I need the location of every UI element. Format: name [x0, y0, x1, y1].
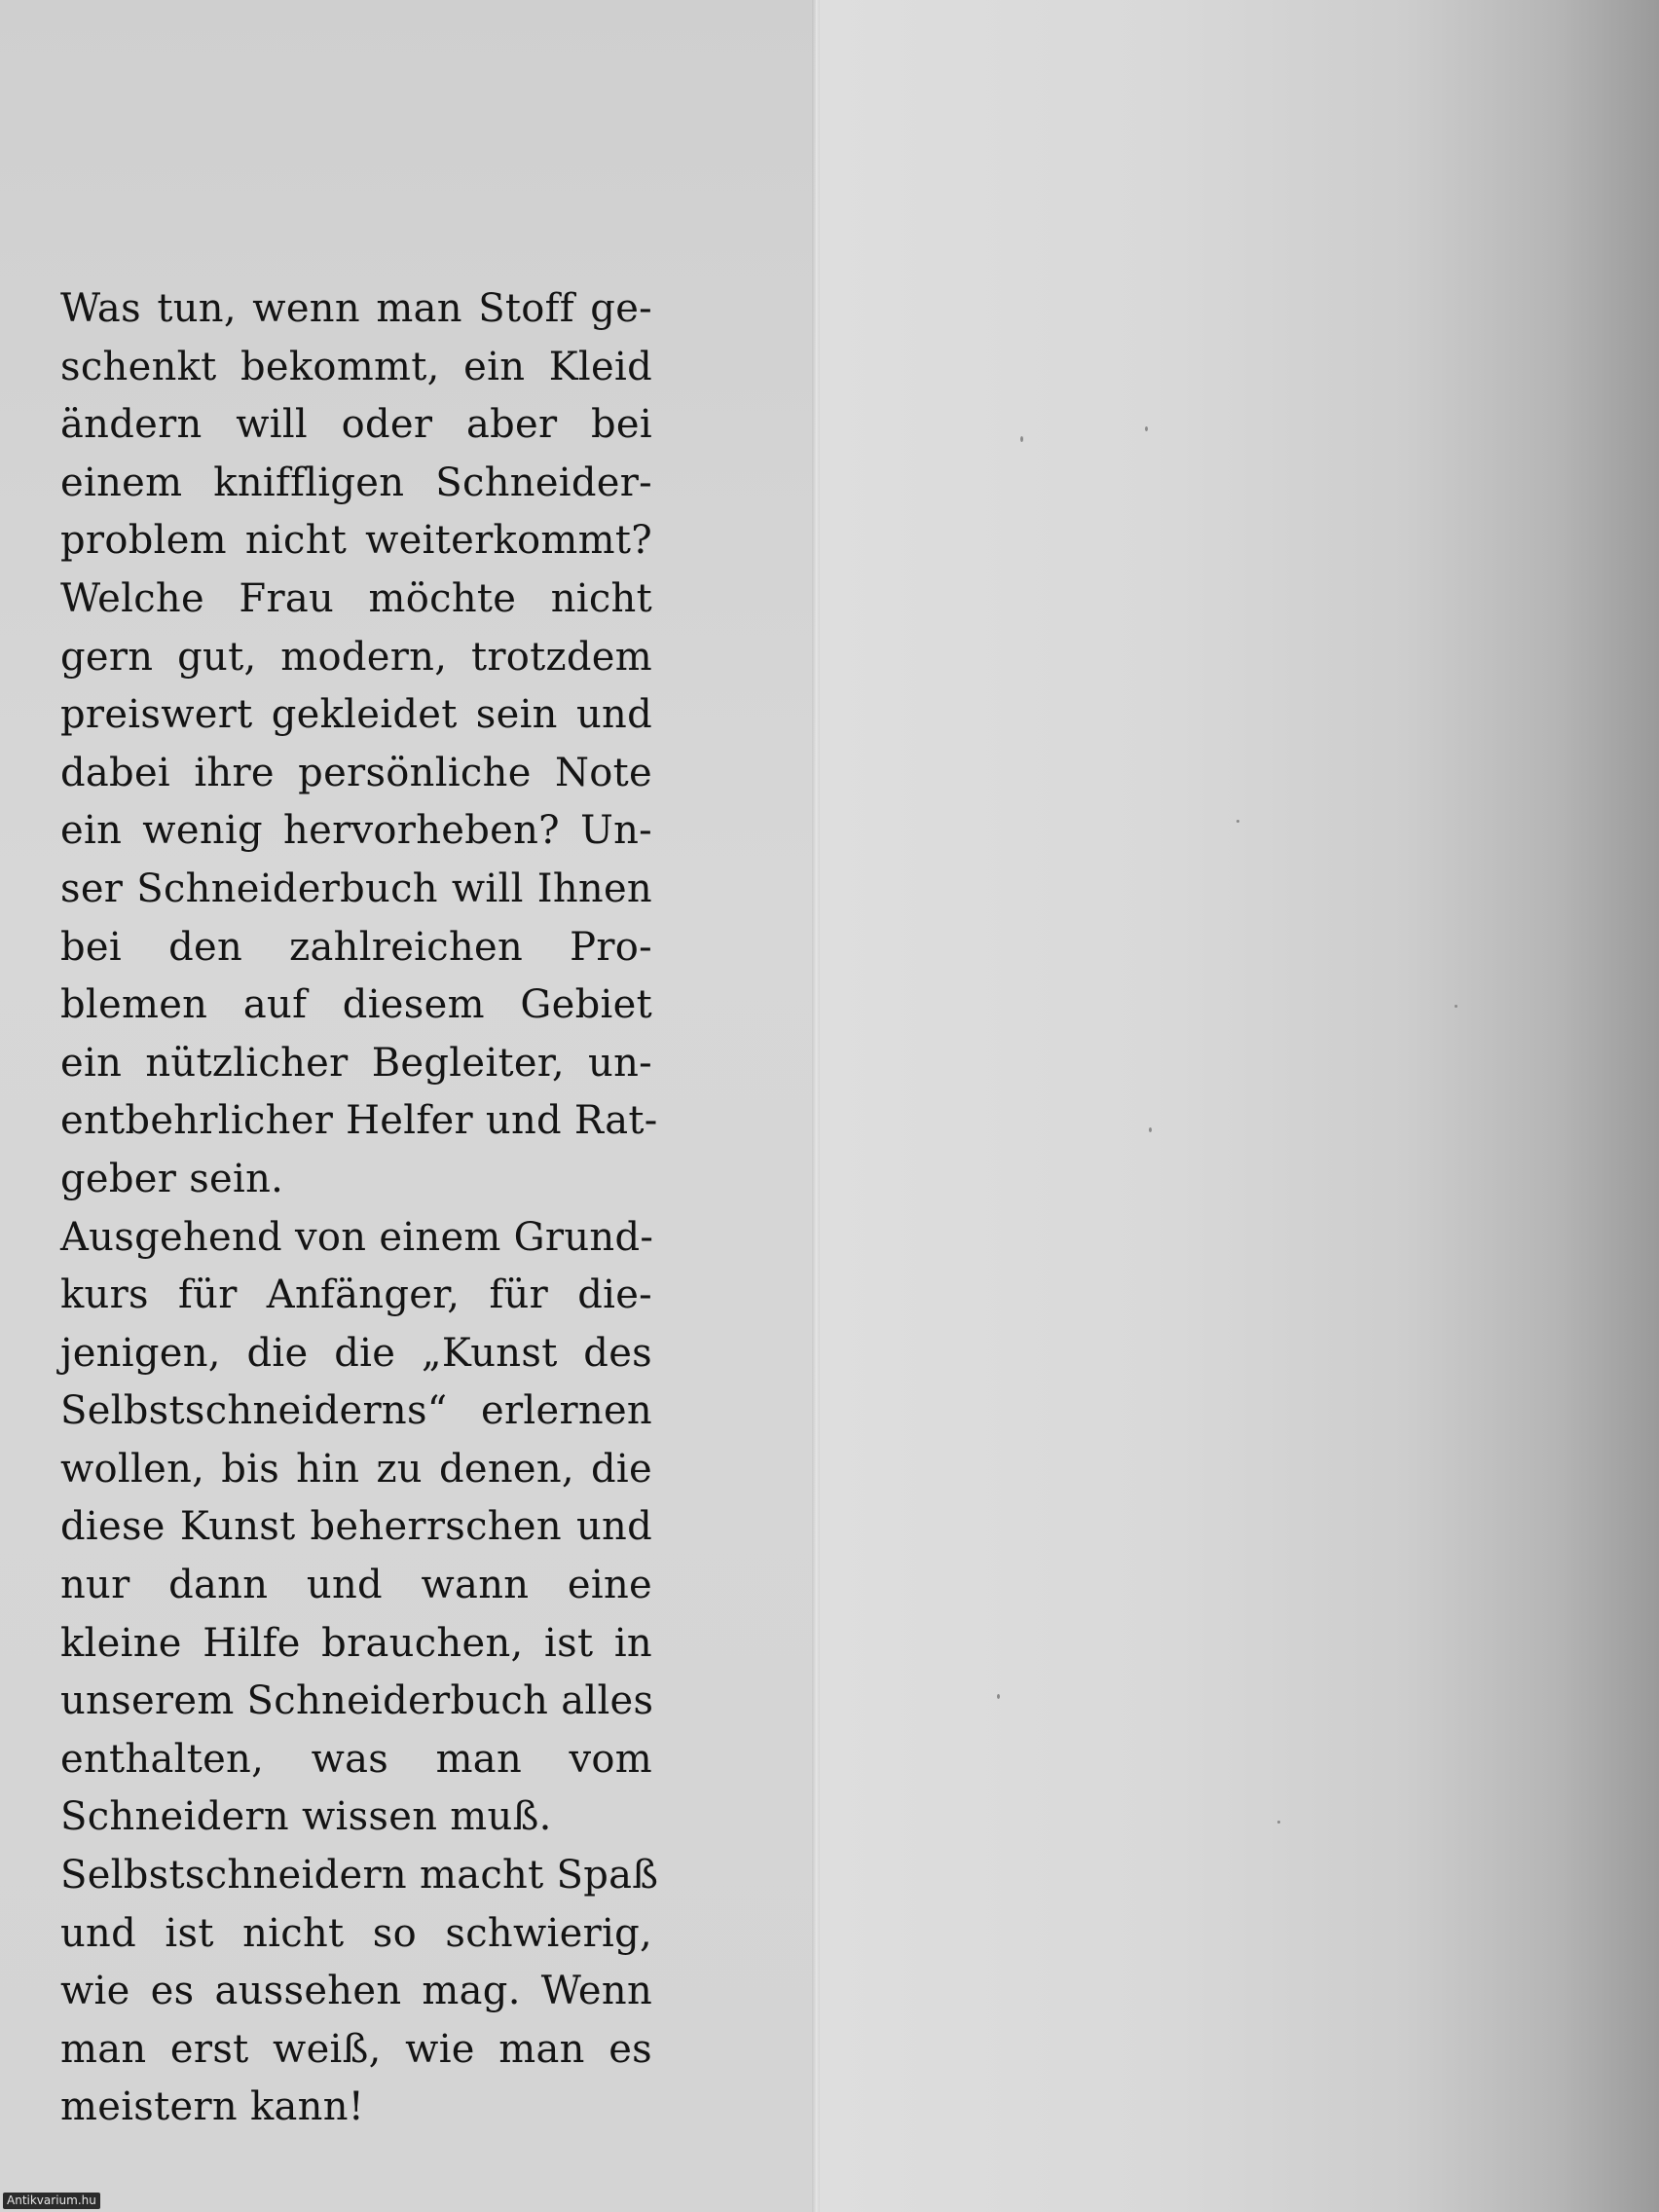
text-line: ein wenig hervorheben? Un-	[60, 808, 652, 854]
text-line: und ist nicht so schwierig,	[60, 1910, 652, 1956]
paper-speck	[1236, 820, 1239, 823]
text-line: geber sein.	[60, 1156, 284, 1201]
paper-speck	[1277, 1821, 1280, 1824]
right-page	[816, 0, 1659, 2212]
text-line: ändern will oder aber bei	[60, 402, 652, 448]
text-line: Was tun, wenn man Stoff ge-	[60, 286, 652, 331]
text-line: preiswert gekleidet sein und	[60, 692, 652, 738]
body-text	[60, 280, 659, 2137]
text-line: entbehrlicher Helfer und Rat-	[60, 1098, 658, 1144]
paper-speck	[1020, 436, 1023, 442]
text-line: kleine Hilfe brauchen, ist in	[60, 1620, 652, 1666]
page-fold	[812, 0, 820, 2212]
text-line: ein nützlicher Begleiter, un-	[60, 1040, 652, 1086]
text-line: Selbstschneidern macht Spaß	[60, 1853, 659, 1899]
text-line: Welche Frau möchte nicht	[60, 575, 652, 621]
text-line: nur dann und wann eine	[60, 1563, 652, 1608]
text-line: problem nicht weiterkommt?	[60, 518, 652, 564]
text-line: Ausgehend von einem Grund-	[60, 1214, 654, 1260]
text-line: gern gut, modern, trotzdem	[60, 634, 652, 680]
text-line: wie es aussehen mag. Wenn	[60, 1969, 652, 2014]
text-line: dabei ihre persönliche Note	[60, 750, 652, 795]
paper-speck	[1145, 426, 1148, 431]
paper-speck	[997, 1694, 1000, 1699]
text-line: meistern kann!	[60, 2084, 365, 2130]
text-line: man erst weiß, wie man es	[60, 2026, 652, 2072]
text-line: unserem Schneiderbuch alles	[60, 1678, 654, 1724]
text-line: enthalten, was man vom	[60, 1736, 652, 1782]
text-line: wollen, bis hin zu denen, die	[60, 1446, 652, 1492]
paper-speck	[1149, 1127, 1152, 1132]
text-line: Schneidern wissen muß.	[60, 1794, 552, 1840]
text-line: bei den zahlreichen Pro-	[60, 924, 652, 970]
text-line: diese Kunst beherrschen und	[60, 1504, 652, 1550]
paper-speck	[1455, 1005, 1457, 1008]
text-line: kurs für Anfänger, für die-	[60, 1272, 652, 1318]
watermark: Antikvarium.hu	[3, 2193, 100, 2209]
text-line: schenkt bekommt, ein Kleid	[60, 344, 652, 389]
text-line: blemen auf diesem Gebiet	[60, 982, 652, 1028]
text-line: Selbstschneiderns“ erlernen	[60, 1388, 652, 1434]
text-line: jenigen, die die „Kunst des	[60, 1330, 652, 1376]
text-line: einem kniffligen Schneider-	[60, 460, 652, 505]
text-line: ser Schneiderbuch will Ihnen	[60, 866, 652, 911]
